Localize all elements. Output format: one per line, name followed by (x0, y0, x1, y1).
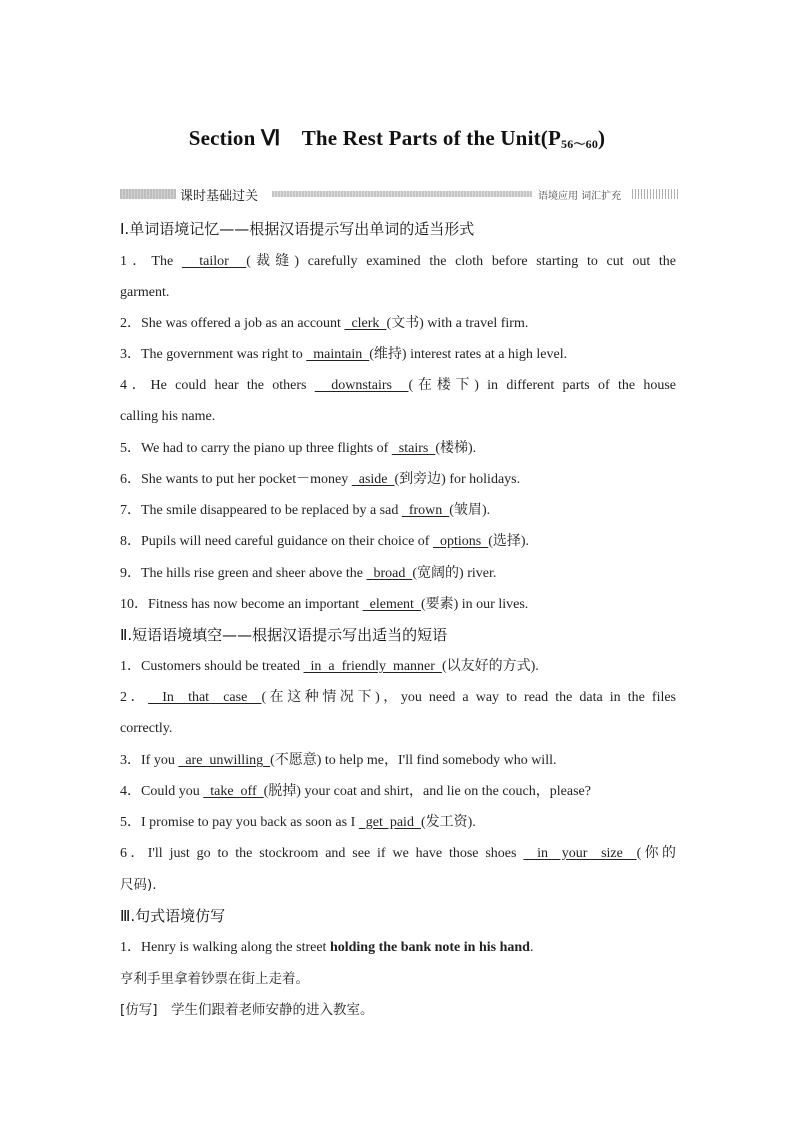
vocab-item-9: 9．The hills rise green and sheer above the broad (宽阔的) river. (120, 566, 497, 581)
answer-blank: are unwilling (178, 753, 271, 768)
title-page-range: 56～60 (561, 137, 599, 151)
phrase-item-4: 4．Could you take off (脱掉) your coat and shirt，and lie on the couch，please? (120, 784, 591, 799)
banner-bar-middle (272, 191, 532, 197)
vocab-item-6: 6．She wants to put her pocket－money aside (到旁边) for holidays. (120, 472, 521, 487)
vocab-item-2: 2．She was offered a job as an account clerk (文书) with a travel firm. (120, 316, 529, 331)
answer-blank: tailor (181, 254, 247, 269)
answer-blank: maintain (306, 347, 370, 362)
answer-blank: aside (351, 472, 395, 487)
section-banner (120, 186, 680, 202)
answer-blank: downstairs (314, 378, 409, 393)
banner-bar-right (632, 189, 678, 199)
title-end: ) (598, 126, 606, 150)
phrase-item-2-continued: correctly. (120, 721, 173, 736)
answer-blank: in your size (523, 846, 637, 861)
page-title (0, 122, 794, 152)
section-heading-vocabulary: Ⅰ.单词语境记忆——根据汉语提示写出单词的适当形式 (120, 220, 475, 238)
answer-blank: take off (203, 784, 264, 799)
vocab-item-1-continued: garment. (120, 285, 170, 300)
vocab-item-4-continued: calling his name. (120, 409, 216, 424)
vocab-item-7: 7．The smile disappeared to be replaced by a sad frown (皱眉). (120, 503, 491, 518)
phrase-item-6: 6．I'll just go to the stockroom and see if we have those shoes in your size (你的 (120, 846, 676, 861)
answer-blank: in a friendly manner (303, 659, 442, 674)
vocab-item-3: 3．The government was right to maintain (维持) interest rates at a high level. (120, 347, 568, 362)
phrase-item-2: 2． In that case (在这种情况下)，you need a way to read the data in the files (120, 690, 677, 705)
vocab-item-8: 8．Pupils will need careful guidance on their choice of options (选择). (120, 534, 530, 549)
answer-blank: stairs (391, 441, 436, 456)
phrase-item-6-continued: 尺码). (120, 877, 157, 893)
answer-blank: clerk (344, 316, 387, 331)
phrase-item-3: 3．If you are unwilling (不愿意) to help me，I'll find somebody who will. (120, 753, 557, 768)
section-heading-sentence-practice: Ⅲ.句式语境仿写 (120, 907, 226, 925)
title-main: Section Ⅵ The Rest Parts of the Unit(P (188, 126, 562, 150)
vocab-item-4: 4．He could hear the others downstairs (在楼下) in different parts of the house (120, 378, 676, 393)
banner-bar-left (120, 189, 176, 199)
answer-blank: get paid (358, 815, 421, 830)
phrase-item-1: 1．Customers should be treated in a friendly manner (以友好的方式). (120, 659, 539, 674)
answer-blank: element (362, 597, 421, 612)
sentence-item-1-practice (120, 1001, 676, 1019)
banner-label: 课时基础过关 (180, 189, 259, 204)
sentence-item-1-translation: 亨利手里拿着钞票在街上走着。 (120, 971, 309, 987)
answer-blank: broad (366, 566, 413, 581)
vocab-item-10: 10．Fitness has now become an important element (要素) in our lives. (120, 597, 529, 612)
vocab-item-1: 1．The tailor (裁缝) carefully examined the cloth before starting to cut out the (120, 254, 677, 269)
key-structure: holding the bank note in his hand (329, 940, 530, 955)
phrase-item-5: 5．I promise to pay you back as soon as I get paid (发工资). (120, 815, 476, 830)
answer-blank: options (432, 534, 489, 549)
answer-blank: In that case (148, 690, 262, 705)
banner-tag: 语境应用 词汇扩充 (538, 191, 622, 202)
practice-label: [仿写] (120, 1002, 158, 1018)
answer-blank: frown (401, 503, 450, 518)
sentence-item-1: 1．Henry is walking along the street holding the bank note in his hand. (120, 940, 534, 955)
section-heading-phrases: Ⅱ.短语语境填空——根据汉语提示写出适当的短语 (120, 626, 448, 644)
vocab-item-5: 5．We had to carry the piano up three flights of stairs (楼梯). (120, 441, 477, 456)
practice-prompt: 学生们跟着老师安静的进入教室。 (171, 1002, 374, 1018)
